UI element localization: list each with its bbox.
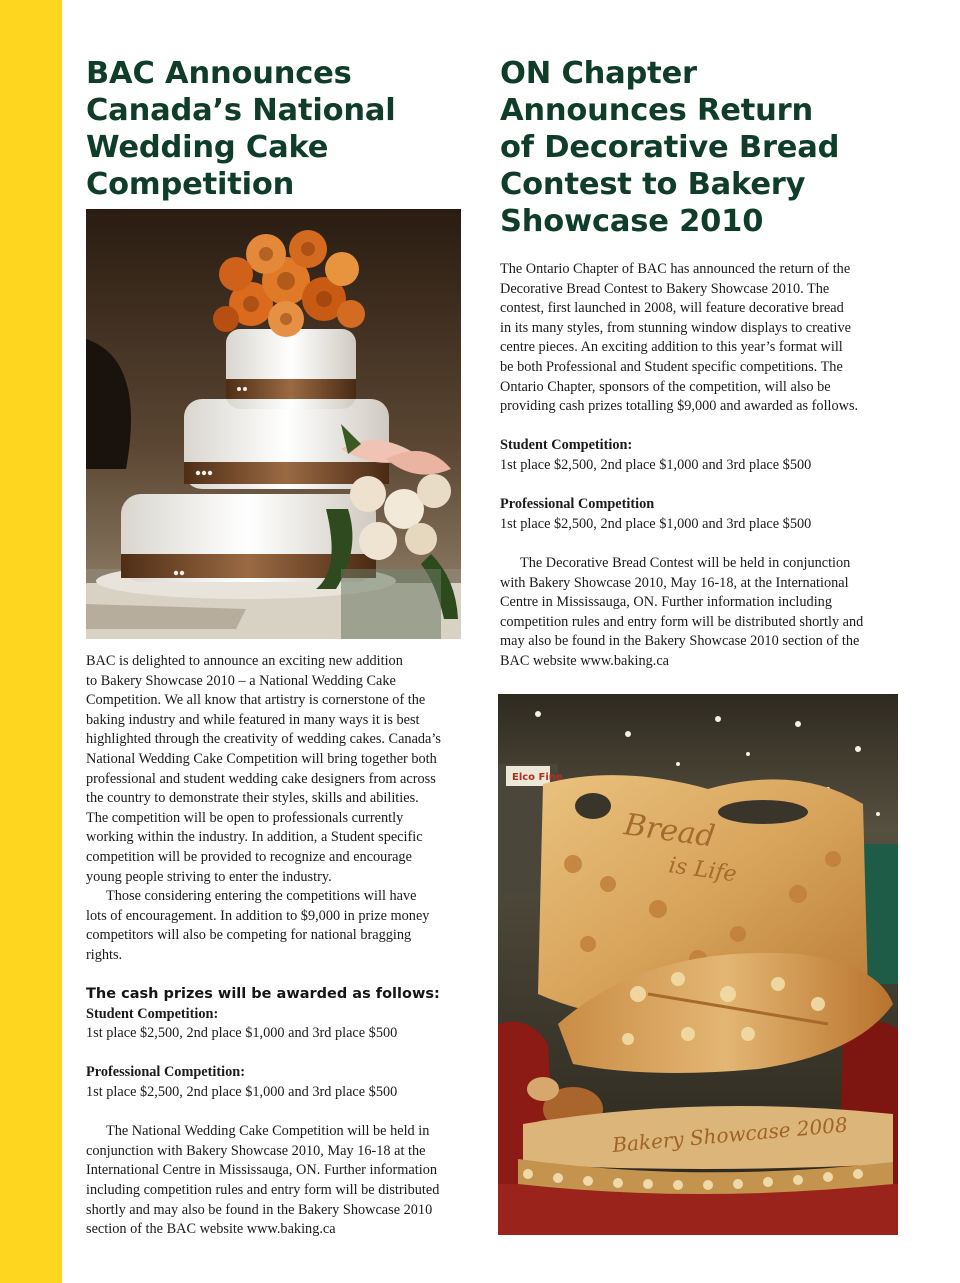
body-line: competition will be provided to recognize and encourage — [86, 848, 412, 865]
left-headline — [86, 55, 476, 203]
student-competition-heading: Student Competition: — [86, 1005, 219, 1022]
right-headline-line: Announces Return — [500, 93, 813, 128]
left-headline-line: BAC Announces — [86, 56, 352, 91]
wedding-cake-photo — [86, 209, 461, 639]
left-headline-line: Wedding Cake — [86, 130, 329, 165]
student-prizes: 1st place $2,500, 2nd place $1,000 and 3rd place $500 — [500, 456, 812, 473]
spacer — [500, 417, 900, 437]
professional-competition-heading: Professional Competition — [500, 496, 655, 513]
body-line: highlighted through the creativity of wedding cakes. Canada’s — [86, 731, 441, 748]
bread-banner-text: is Life — [667, 853, 739, 888]
right-headline-line: Contest to Bakery — [500, 167, 806, 202]
body-line: The competition will be open to professionals currently — [86, 809, 404, 826]
professional-competition-heading: Professional Competition: — [86, 1064, 245, 1081]
body-line: centre pieces. An exciting addition to this year’s format will — [500, 339, 843, 356]
right-article-body — [500, 260, 900, 671]
prizes-heading: The cash prizes will be awarded as follows: — [86, 986, 440, 1003]
body-line: National Wedding Cake Competition will bring together both — [86, 750, 437, 767]
yellow-accent-bar — [0, 0, 62, 1283]
body-line: competition rules and entry form will be distributed shortly and — [500, 613, 864, 630]
student-competition-heading: Student Competition: — [500, 437, 633, 454]
body-line: shortly and may also be found in the Bakery Showcase 2010 — [86, 1201, 433, 1218]
professional-prizes: 1st place $2,500, 2nd place $1,000 and 3rd place $500 — [500, 515, 812, 532]
body-line: Those considering entering the competitions will have — [106, 888, 417, 905]
body-line: Ontario Chapter, sponsors of the competition, will also be — [500, 378, 831, 395]
right-headline-line: ON Chapter — [500, 56, 697, 91]
spacer — [86, 1044, 478, 1064]
body-line: The Decorative Bread Contest will be held in conjunction — [520, 554, 851, 571]
body-line: to Bakery Showcase 2010 – a National Wedding Cake — [86, 672, 396, 689]
student-prizes: 1st place $2,500, 2nd place $1,000 and 3rd place $500 — [86, 1025, 398, 1042]
body-line: baking industry and while featured in many ways it is best — [86, 711, 420, 728]
left-headline-line: Competition — [86, 167, 295, 202]
body-line: young people striving to enter the industry. — [86, 868, 332, 885]
right-headline — [500, 55, 920, 240]
body-line: in its many styles, from stunning window displays to creative — [500, 319, 852, 336]
body-line: including competition rules and entry form will be distributed — [86, 1182, 440, 1199]
body-line: Decorative Bread Contest to Bakery Showcase 2010. The — [500, 280, 830, 297]
body-line: working within the industry. In addition, a Student specific — [86, 829, 423, 846]
body-line: conjunction with Bakery Showcase 2010, May 16-18 at the — [86, 1142, 426, 1159]
body-line: providing cash prizes totalling $9,000 and awarded as follows. — [500, 398, 859, 415]
body-line: section of the BAC website www.baking.ca — [86, 1221, 336, 1238]
professional-prizes: 1st place $2,500, 2nd place $1,000 and 3rd place $500 — [86, 1084, 398, 1101]
spacer — [86, 1103, 478, 1123]
body-line: Centre in Mississauga, ON. Further information including — [500, 594, 832, 611]
decorative-bread-photo — [498, 694, 898, 1235]
body-line: professional and student wedding cake designers from across — [86, 770, 436, 787]
spacer — [500, 534, 900, 554]
body-line: rights. — [86, 946, 123, 963]
body-line: BAC is delighted to announce an exciting new addition — [86, 653, 403, 669]
body-line: the country to demonstrate their styles, skills and abilities. — [86, 790, 419, 807]
body-line: may also be found in the Bakery Showcase 2010 section of the — [500, 633, 860, 650]
bread-base-text: Bakery Showcase 2008 — [611, 1112, 849, 1157]
bread-banner-text: Bread — [621, 807, 718, 855]
body-line: with Bakery Showcase 2010, May 16-18, at the International — [500, 574, 849, 591]
body-line: lots of encouragement. In addition to $9,000 in prize money — [86, 907, 430, 924]
body-line: The National Wedding Cake Competition will be held in — [106, 1123, 430, 1140]
booth-sign-text: Elco Fine — [512, 772, 563, 783]
body-line: International Centre in Mississauga, ON. Further information — [86, 1162, 437, 1179]
body-line: be both Professional and Student specific competitions. The — [500, 358, 843, 375]
left-headline-line: Canada’s National — [86, 93, 396, 128]
body-line: The Ontario Chapter of BAC has announced the return of the — [500, 261, 851, 277]
spacer — [86, 966, 478, 986]
right-headline-line: of Decorative Bread — [500, 130, 840, 165]
body-line: Competition. We all know that artistry is cornerstone of the — [86, 692, 426, 709]
right-headline-line: Showcase 2010 — [500, 204, 764, 239]
body-line: competitors will also be competing for national bragging — [86, 927, 412, 944]
left-article-body — [86, 652, 478, 1240]
body-line: contest, first launched in 2008, will feature decorative bread — [500, 300, 844, 317]
body-line: BAC website www.baking.ca — [500, 652, 670, 669]
spacer — [500, 476, 900, 496]
